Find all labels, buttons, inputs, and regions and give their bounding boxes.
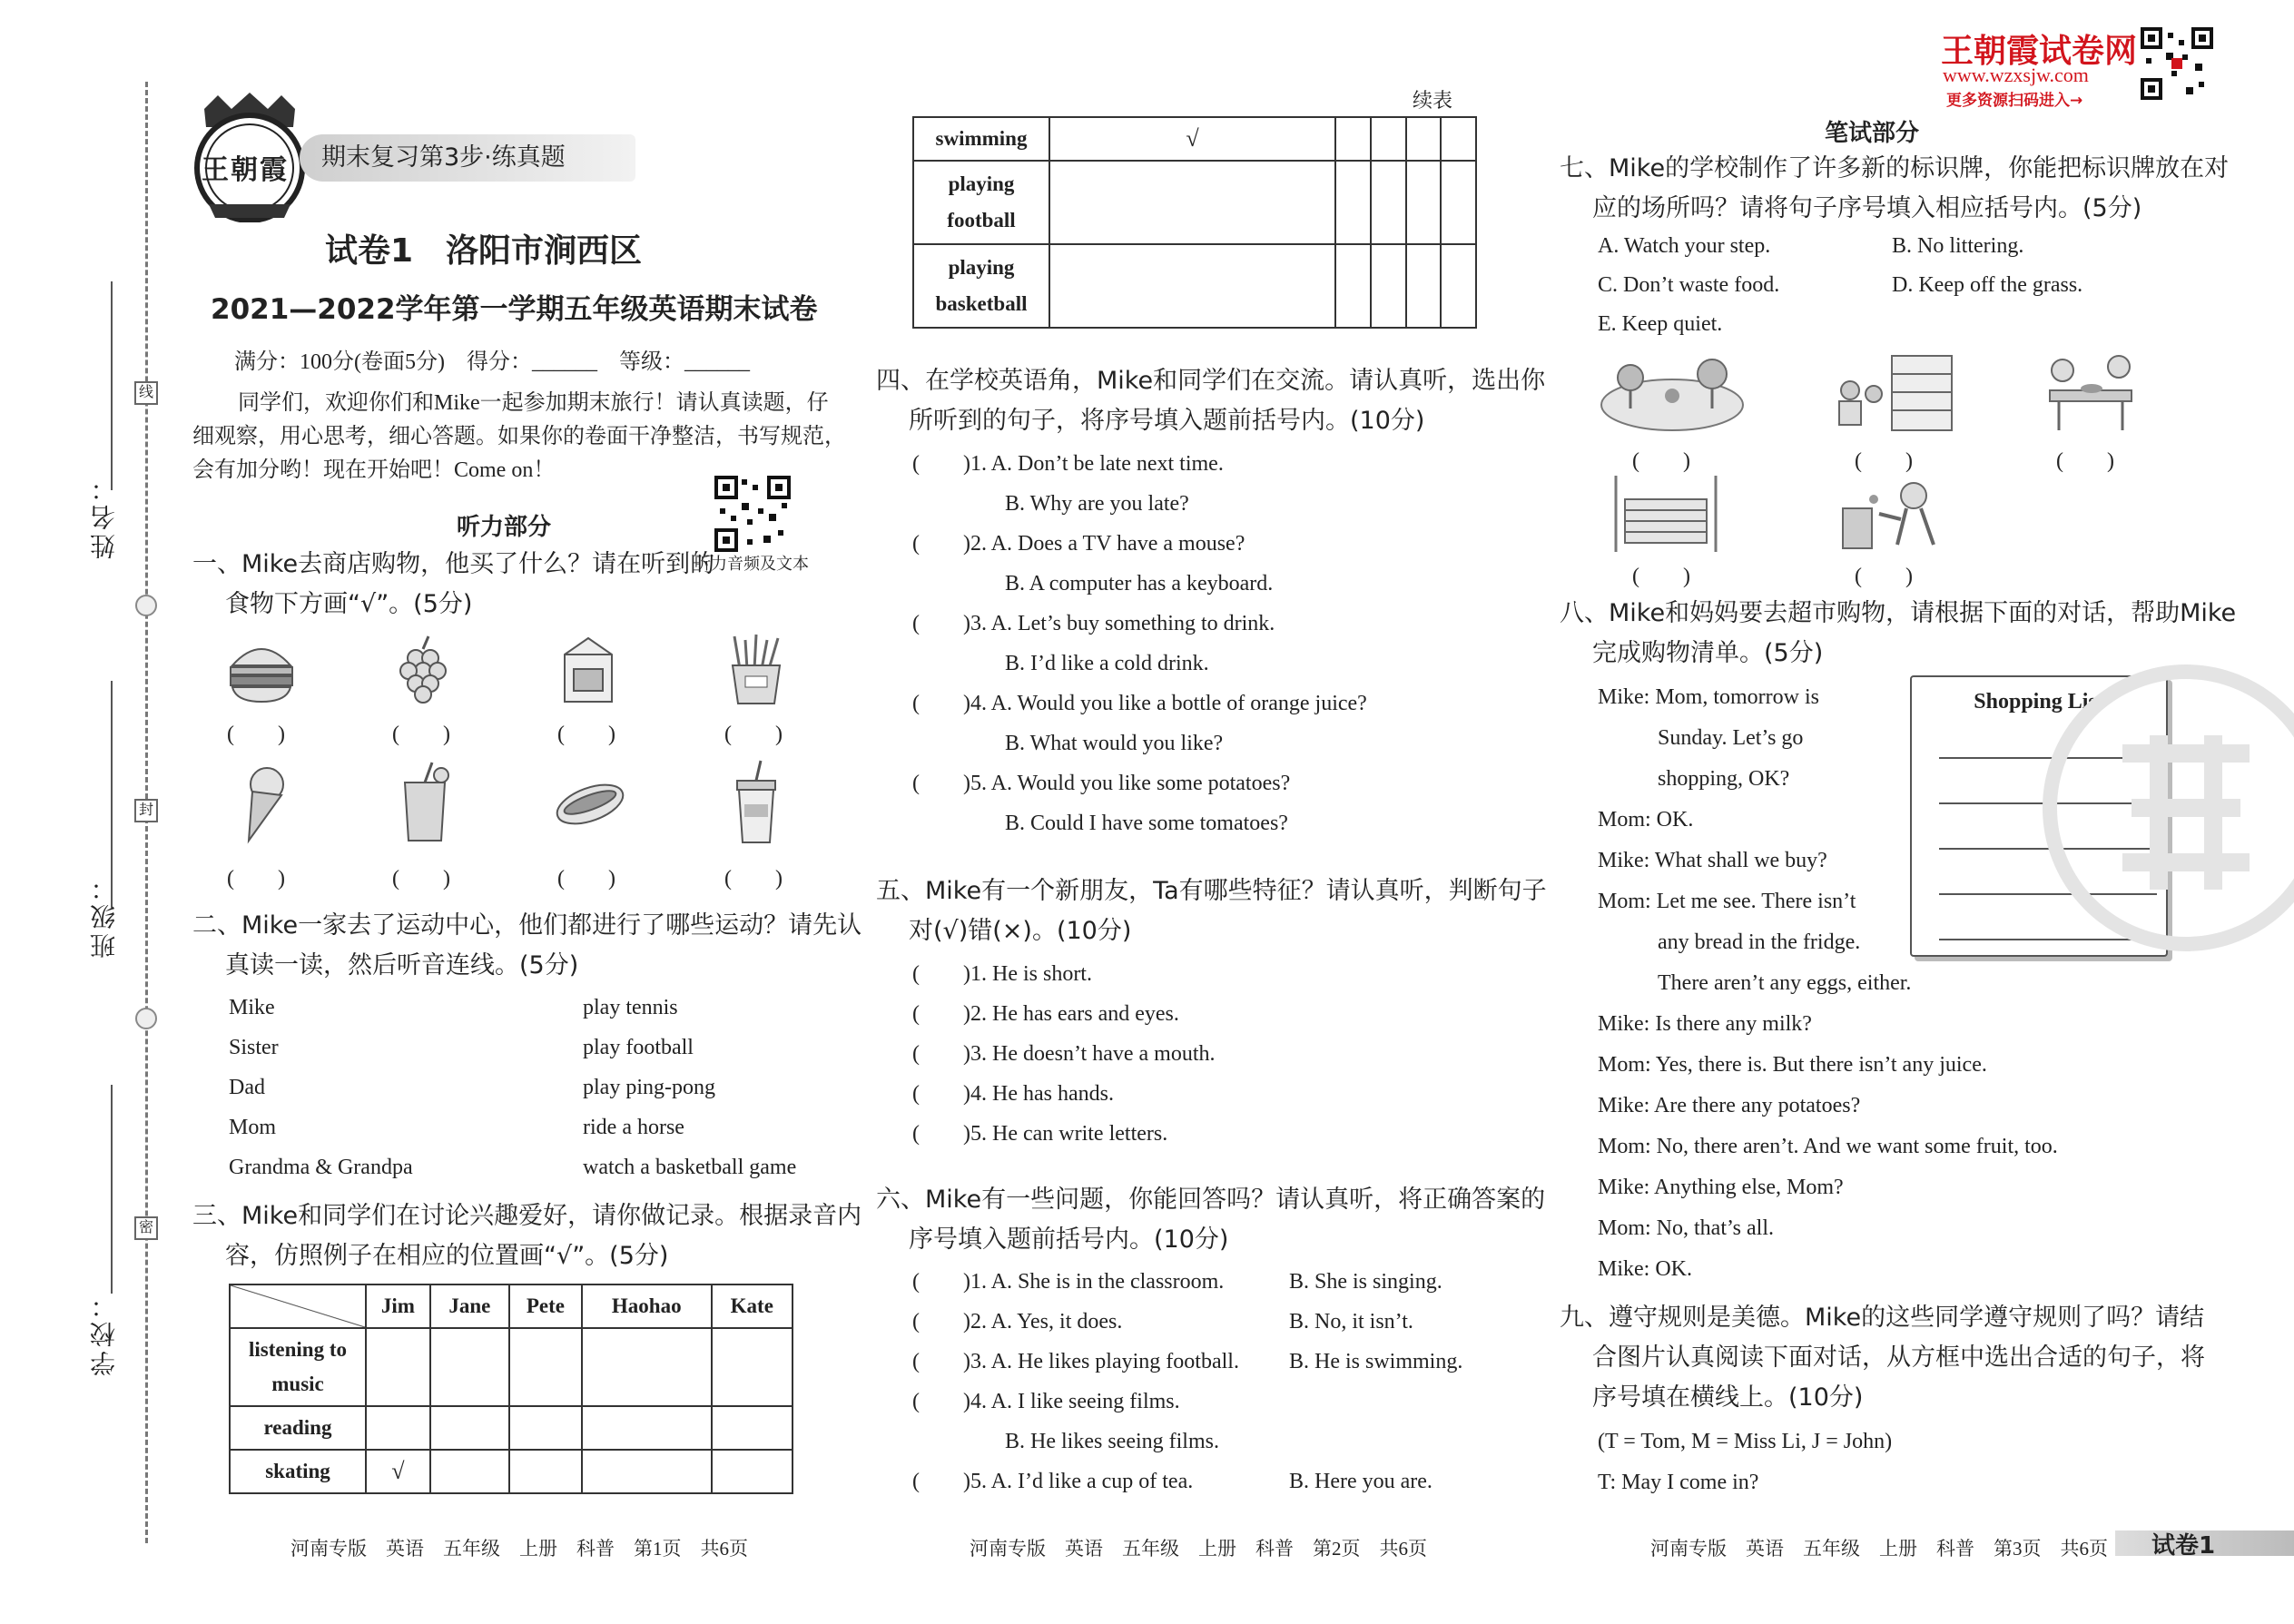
answer-paren[interactable]: ( ) xyxy=(912,1390,970,1413)
brand-name: 王朝霞试卷网 xyxy=(1941,33,2138,70)
q6-item xyxy=(912,1382,1239,1422)
table-row-label: listening to music xyxy=(230,1328,366,1406)
q5-item xyxy=(912,954,1215,994)
name-label: 姓名： xyxy=(91,472,119,559)
table-cell[interactable] xyxy=(582,1450,712,1493)
dialog-line: Mom: Yes, there is. But there isn’t any juice. xyxy=(1598,1053,1987,1077)
dialog-line: shopping, OK? xyxy=(1658,767,1790,791)
q4-item xyxy=(912,444,1367,484)
q5-item xyxy=(912,1074,1215,1114)
table-cell[interactable] xyxy=(712,1406,793,1450)
q1-answer-paren[interactable]: ( ) xyxy=(392,723,450,746)
q4-options xyxy=(912,444,1367,843)
page3-footer: 河南专版 英语 五年级 上册 科普 第3页 共6页 xyxy=(1650,1538,2108,1560)
question-9 xyxy=(1560,1298,2205,1418)
intro-line: 会有加分哟！现在开始吧！Come on！ xyxy=(192,458,556,482)
q6-item xyxy=(912,1302,1413,1342)
continued-label: 续表 xyxy=(1413,90,1453,113)
dialog-line: Mom: No, that’s all. xyxy=(1598,1216,1774,1240)
q1-answer-paren[interactable]: ( ) xyxy=(392,867,450,891)
q2-person[interactable]: Grandma & Grandpa xyxy=(229,1156,413,1179)
brand-qr-code[interactable] xyxy=(2141,27,2213,100)
answer-paren[interactable]: ( ) xyxy=(912,962,970,986)
school-label: 学校： xyxy=(91,1289,119,1376)
question-6 xyxy=(876,1180,1545,1260)
answer-paren[interactable]: ( ) xyxy=(912,452,970,476)
table-cell[interactable] xyxy=(430,1328,509,1406)
q2-title-line: 真读一读，然后听音连线。(5分) xyxy=(225,951,579,979)
q7-option: D. Keep off the grass. xyxy=(1892,273,2083,297)
q7-answer-paren[interactable]: ( ) xyxy=(1855,449,1913,473)
audio-qr-code[interactable] xyxy=(714,476,791,552)
answer-paren[interactable]: ( ) xyxy=(912,692,970,715)
q5-statement: 4. He has hands. xyxy=(970,1082,1114,1106)
q4-option-b: B. Why are you late? xyxy=(1005,492,1189,516)
q2-sport[interactable]: play tennis xyxy=(583,996,678,1019)
q7-title-line: 应的场所吗？请将句子序号填入相应括号内。(5分) xyxy=(1592,194,2142,222)
table-cell[interactable] xyxy=(1441,117,1476,161)
answer-paren[interactable]: ( ) xyxy=(912,1042,970,1066)
dialog-line: Mike: Are there any potatoes? xyxy=(1598,1094,1861,1117)
juice-picture xyxy=(389,761,461,844)
q2-title-line: 二、Mike一家去了运动中心，他们都进行了哪些运动？请先认 xyxy=(192,911,862,940)
q7-option: A. Watch your step. xyxy=(1598,234,1771,258)
answer-paren[interactable]: ( ) xyxy=(912,772,970,795)
q4-option-a: 5. A. Would you like some potatoes? xyxy=(970,772,1291,795)
q3-title-line: 容，仿照例子在相应的位置画“√”。(5分) xyxy=(225,1242,669,1270)
table-cell[interactable]: √ xyxy=(366,1450,430,1493)
q9-title-line: 序号填在横线上。(10分) xyxy=(1592,1383,1864,1412)
q4-item xyxy=(912,604,1367,644)
dialog-line: Sunday. Let’s go xyxy=(1658,726,1804,750)
score-line: 满分：100分(卷面5分) 得分：______ 等级：______ xyxy=(234,350,750,374)
question-5 xyxy=(876,871,1547,951)
littering-picture xyxy=(1834,472,1952,556)
q7-answer-paren[interactable]: ( ) xyxy=(1632,449,1690,473)
table-header-cell: Jim xyxy=(366,1284,430,1328)
q2-person[interactable]: Mike xyxy=(229,996,275,1019)
q4-option-b: B. Could I have some tomatoes? xyxy=(1005,812,1288,835)
q2-sport[interactable]: play ping-pong xyxy=(583,1076,715,1099)
table-cell[interactable] xyxy=(509,1450,582,1493)
answer-paren[interactable]: ( ) xyxy=(912,1350,970,1373)
q4-option-b: B. I’d like a cold drink. xyxy=(1005,652,1209,675)
q6-option-a: 4. A. I like seeing films. xyxy=(970,1390,1180,1413)
q7-title-line: 七、Mike的学校制作了许多新的标识牌，你能把标识牌放在对 xyxy=(1560,154,2230,182)
seal-mi: 密 xyxy=(134,1216,158,1240)
logo-text: 王朝霞 xyxy=(202,155,289,185)
q6-option-b: B. He likes seeing films. xyxy=(1005,1430,1219,1453)
q2-sports-list xyxy=(583,988,796,1187)
q7-options xyxy=(1598,227,2083,344)
table-cell[interactable] xyxy=(1335,161,1371,244)
q5-item xyxy=(912,994,1215,1034)
hobbies-table-continued xyxy=(912,116,1477,329)
question-1 xyxy=(192,545,714,625)
table-row-label: skating xyxy=(230,1450,366,1493)
table-header-cell: Haohao xyxy=(582,1284,712,1328)
q1-answer-paren[interactable]: ( ) xyxy=(724,723,783,746)
table-cell[interactable] xyxy=(509,1406,582,1450)
q4-item xyxy=(912,524,1367,564)
table-header-cell: Pete xyxy=(509,1284,582,1328)
table-cell[interactable] xyxy=(1335,117,1371,161)
q6-item xyxy=(912,1462,1433,1501)
question-4 xyxy=(876,361,1545,441)
dialog-line: Mike: OK. xyxy=(1598,1257,1692,1281)
q6-title-line: 序号填入题前括号内。(10分) xyxy=(909,1225,1229,1254)
name-underline xyxy=(111,281,113,490)
q5-items xyxy=(912,954,1215,1154)
cola-picture xyxy=(724,759,788,846)
q4-item xyxy=(912,684,1367,723)
q6-option-b: B. He is swimming. xyxy=(1289,1350,1463,1373)
table-cell[interactable] xyxy=(1406,117,1442,161)
q4-option-a: 4. A. Would you like a bottle of orange juice? xyxy=(970,692,1367,715)
table-cell[interactable]: √ xyxy=(1049,117,1335,161)
fries-picture xyxy=(720,633,793,705)
q5-item xyxy=(912,1034,1215,1074)
q1-answer-paren[interactable]: ( ) xyxy=(227,867,285,891)
page1-footer: 河南专版 英语 五年级 上册 科普 第1页 共6页 xyxy=(290,1538,748,1560)
paper-subtitle: 2021—2022学年第一学期五年级英语期末试卷 xyxy=(211,293,818,326)
paper-title: 试卷1 洛阳市涧西区 xyxy=(325,232,643,270)
listening-section-title: 听力部分 xyxy=(457,514,552,541)
table-cell[interactable] xyxy=(1049,244,1335,328)
grass-park-picture xyxy=(1600,352,1745,434)
q1-title-line: 一、Mike去商店购物，他买了什么？请在听到的 xyxy=(192,550,715,578)
paper-number-tab: 试卷1 xyxy=(2151,1532,2216,1560)
dialog-line: Mike: Anything else, Mom? xyxy=(1598,1176,1844,1199)
audio-qr-caption: 听力音频及文本 xyxy=(694,555,809,573)
q7-answer-paren[interactable]: ( ) xyxy=(1632,565,1690,588)
q6-option-a: 3. A. He likes playing football. xyxy=(970,1350,1239,1373)
table-row-label: reading xyxy=(230,1406,366,1450)
table-cell[interactable] xyxy=(1441,161,1476,244)
q4-option-a: 1. A. Don’t be late next time. xyxy=(970,452,1224,476)
q7-option: C. Don’t waste food. xyxy=(1598,273,1780,297)
table-cell[interactable] xyxy=(712,1450,793,1493)
q5-item xyxy=(912,1114,1215,1154)
table-cell[interactable] xyxy=(1371,244,1406,328)
q4-option-a: 3. A. Let’s buy something to drink. xyxy=(970,612,1275,635)
answer-paren[interactable]: ( ) xyxy=(912,1470,970,1493)
table-header-cell: Jane xyxy=(430,1284,509,1328)
page2-footer: 河南专版 英语 五年级 上册 科普 第2页 共6页 xyxy=(970,1538,1427,1560)
q2-person[interactable]: Sister xyxy=(229,1036,279,1059)
q4-option-b: B. A computer has a keyboard. xyxy=(1005,572,1274,595)
milk-carton-picture xyxy=(552,633,625,705)
q1-answer-paren[interactable]: ( ) xyxy=(557,867,615,891)
answer-paren[interactable]: ( ) xyxy=(912,612,970,635)
table-row-label: playing football xyxy=(913,161,1049,244)
q8-title-line: 完成购物清单。(5分) xyxy=(1592,639,1824,667)
table-cell[interactable] xyxy=(1371,161,1406,244)
seal-xian: 线 xyxy=(134,381,158,405)
brand-url[interactable]: www.wzxsjw.com xyxy=(1943,64,2089,86)
dialog-line: any bread in the fridge. xyxy=(1658,930,1861,954)
q4-option-b: B. What would you like? xyxy=(1005,732,1224,755)
table-cell[interactable] xyxy=(366,1328,430,1406)
question-2 xyxy=(192,906,861,986)
table-cell[interactable] xyxy=(509,1328,582,1406)
q7-answer-paren[interactable]: ( ) xyxy=(1855,565,1913,588)
dialog-line: Mike: Is there any milk? xyxy=(1598,1012,1812,1036)
answer-paren[interactable]: ( ) xyxy=(912,1002,970,1026)
table-row-label: swimming xyxy=(913,117,1049,161)
table-cell[interactable] xyxy=(1335,244,1371,328)
table-cell[interactable] xyxy=(1049,161,1335,244)
q5-statement: 5. He can write letters. xyxy=(970,1122,1168,1146)
grapes-picture xyxy=(389,633,461,705)
binding-hole xyxy=(135,595,157,616)
binding-hole xyxy=(135,1008,157,1029)
q6-option-b: B. She is singing. xyxy=(1289,1270,1442,1294)
dialog-line: T: May I come in? xyxy=(1598,1471,1759,1494)
q4-title-line: 四、在学校英语角，Mike和同学们在交流。请认真听，选出你 xyxy=(876,367,1546,395)
q2-person[interactable]: Dad xyxy=(229,1076,265,1099)
dialog-line: Mom: No, there aren’t. And we want some fruit, too. xyxy=(1598,1135,2058,1158)
hamburger-picture xyxy=(225,633,298,705)
q8-title-line: 八、Mike和妈妈要去超市购物，请根据下面的对话，帮助Mike xyxy=(1560,599,2237,627)
table-header-cell: Kate xyxy=(712,1284,793,1328)
q4-item xyxy=(912,763,1367,803)
school-underline xyxy=(111,1085,113,1294)
q6-option-a: 2. A. Yes, it does. xyxy=(970,1310,1123,1334)
brand-slogan: 更多资源扫码进入→ xyxy=(1946,92,2083,110)
hot-dog-picture xyxy=(552,772,628,835)
q2-sport[interactable]: play football xyxy=(583,1036,694,1059)
q9-title-line: 合图片认真阅读下面对话，从方框中选出合适的句子，将 xyxy=(1592,1343,2205,1372)
written-section-title: 笔试部分 xyxy=(1825,120,1920,147)
q9-legend: (T = Tom, M = Miss Li, J = John) xyxy=(1598,1430,1893,1453)
q9-dialog xyxy=(1598,1422,1892,1503)
answer-paren[interactable]: ( ) xyxy=(912,1122,970,1146)
q6-option-a: 5. A. I’d like a cup of tea. xyxy=(970,1470,1194,1493)
dialog-line: Mom: Let me see. There isn’t xyxy=(1598,890,1856,913)
intro-line: 细观察，用心思考，细心答题。如果你的卷面干净整洁，书写规范， xyxy=(192,425,846,448)
q1-answer-paren[interactable]: ( ) xyxy=(227,723,285,746)
answer-paren[interactable]: ( ) xyxy=(912,532,970,556)
table-row-label: playing basketball xyxy=(913,244,1049,328)
table-cell[interactable] xyxy=(430,1406,509,1450)
intro-line: 同学们，欢迎你们和Mike一起参加期末旅行！请认真读题，仔 xyxy=(238,391,829,415)
hobbies-table xyxy=(229,1284,793,1494)
q6-option-a: 1. A. She is in the classroom. xyxy=(970,1270,1225,1294)
q5-statement: 2. He has ears and eyes. xyxy=(970,1002,1179,1026)
q5-title-line: 五、Mike有一个新朋友，Ta有哪些特征？请认真听，判断句子 xyxy=(876,877,1547,905)
review-step-banner: 期末复习第3步·练真题 xyxy=(300,134,635,182)
seal-feng: 封 xyxy=(134,799,158,822)
q2-sport[interactable]: ride a horse xyxy=(583,1116,684,1139)
q6-title-line: 六、Mike有一些问题，你能回答吗？请认真听，将正确答案的 xyxy=(876,1186,1546,1214)
question-7 xyxy=(1560,149,2229,229)
answer-paren[interactable]: ( ) xyxy=(912,1310,970,1334)
dialog-line: Mom: OK. xyxy=(1598,808,1694,832)
shopping-list-title: Shopping List xyxy=(1974,690,2104,714)
q7-option: E. Keep quiet. xyxy=(1598,312,1723,336)
q9-title-line: 九、遵守规则是美德。Mike的这些同学遵守规则了吗？请结 xyxy=(1560,1304,2205,1332)
question-3 xyxy=(192,1196,861,1276)
answer-paren[interactable]: ( ) xyxy=(912,1270,970,1294)
table-cell[interactable] xyxy=(712,1328,793,1406)
q6-item xyxy=(912,1342,1463,1382)
table-cell[interactable] xyxy=(366,1406,430,1450)
q6-option-b: B. No, it isn’t. xyxy=(1289,1310,1413,1334)
q1-answer-paren[interactable]: ( ) xyxy=(724,867,783,891)
class-label: 班级： xyxy=(91,871,119,959)
watermark-seal xyxy=(2023,635,2294,980)
q5-title-line: 对(√)错(×)。(10分) xyxy=(909,917,1132,945)
library-picture xyxy=(1825,352,1961,434)
q1-title-line: 食物下方画“√”。(5分) xyxy=(225,590,473,618)
ice-cream-picture xyxy=(225,763,298,844)
table-corner-cell xyxy=(230,1284,366,1328)
q5-statement: 3. He doesn’t have a mouth. xyxy=(970,1042,1216,1066)
q6-options xyxy=(912,1262,1463,1501)
table-cell[interactable] xyxy=(430,1450,509,1493)
dialog-line: Mike: Mom, tomorrow is xyxy=(1598,685,1819,709)
q4-option-a: 2. A. Does a TV have a mouse? xyxy=(970,532,1245,556)
table-cell[interactable] xyxy=(582,1328,712,1406)
q6-item xyxy=(912,1262,1442,1302)
table-cell[interactable] xyxy=(1441,244,1476,328)
q1-answer-paren[interactable]: ( ) xyxy=(557,723,615,746)
q7-answer-paren[interactable]: ( ) xyxy=(2056,449,2114,473)
q5-statement: 1. He is short. xyxy=(970,962,1092,986)
dialog-line: There aren’t any eggs, either. xyxy=(1658,971,1912,995)
q2-people-list xyxy=(229,988,413,1187)
q7-option: B. No littering. xyxy=(1892,234,2024,258)
table-cell[interactable] xyxy=(582,1406,712,1450)
q2-person[interactable]: Mom xyxy=(229,1116,277,1139)
table-cell[interactable] xyxy=(1406,161,1442,244)
dining-hall-picture xyxy=(2023,349,2159,436)
q6-option-b: B. Here you are. xyxy=(1289,1470,1433,1493)
stairs-picture xyxy=(1607,472,1725,556)
table-cell[interactable] xyxy=(1371,117,1406,161)
dialog-line: Mike: What shall we buy? xyxy=(1598,849,1827,872)
answer-paren[interactable]: ( ) xyxy=(912,1082,970,1106)
intro-paragraph xyxy=(192,387,846,487)
q3-title-line: 三、Mike和同学们在讨论兴趣爱好，请你做记录。根据录音内 xyxy=(192,1202,862,1230)
q4-title-line: 所听到的句子，将序号填入题前括号内。(10分) xyxy=(909,407,1425,435)
table-cell[interactable] xyxy=(1406,244,1442,328)
q2-sport[interactable]: watch a basketball game xyxy=(583,1156,797,1179)
